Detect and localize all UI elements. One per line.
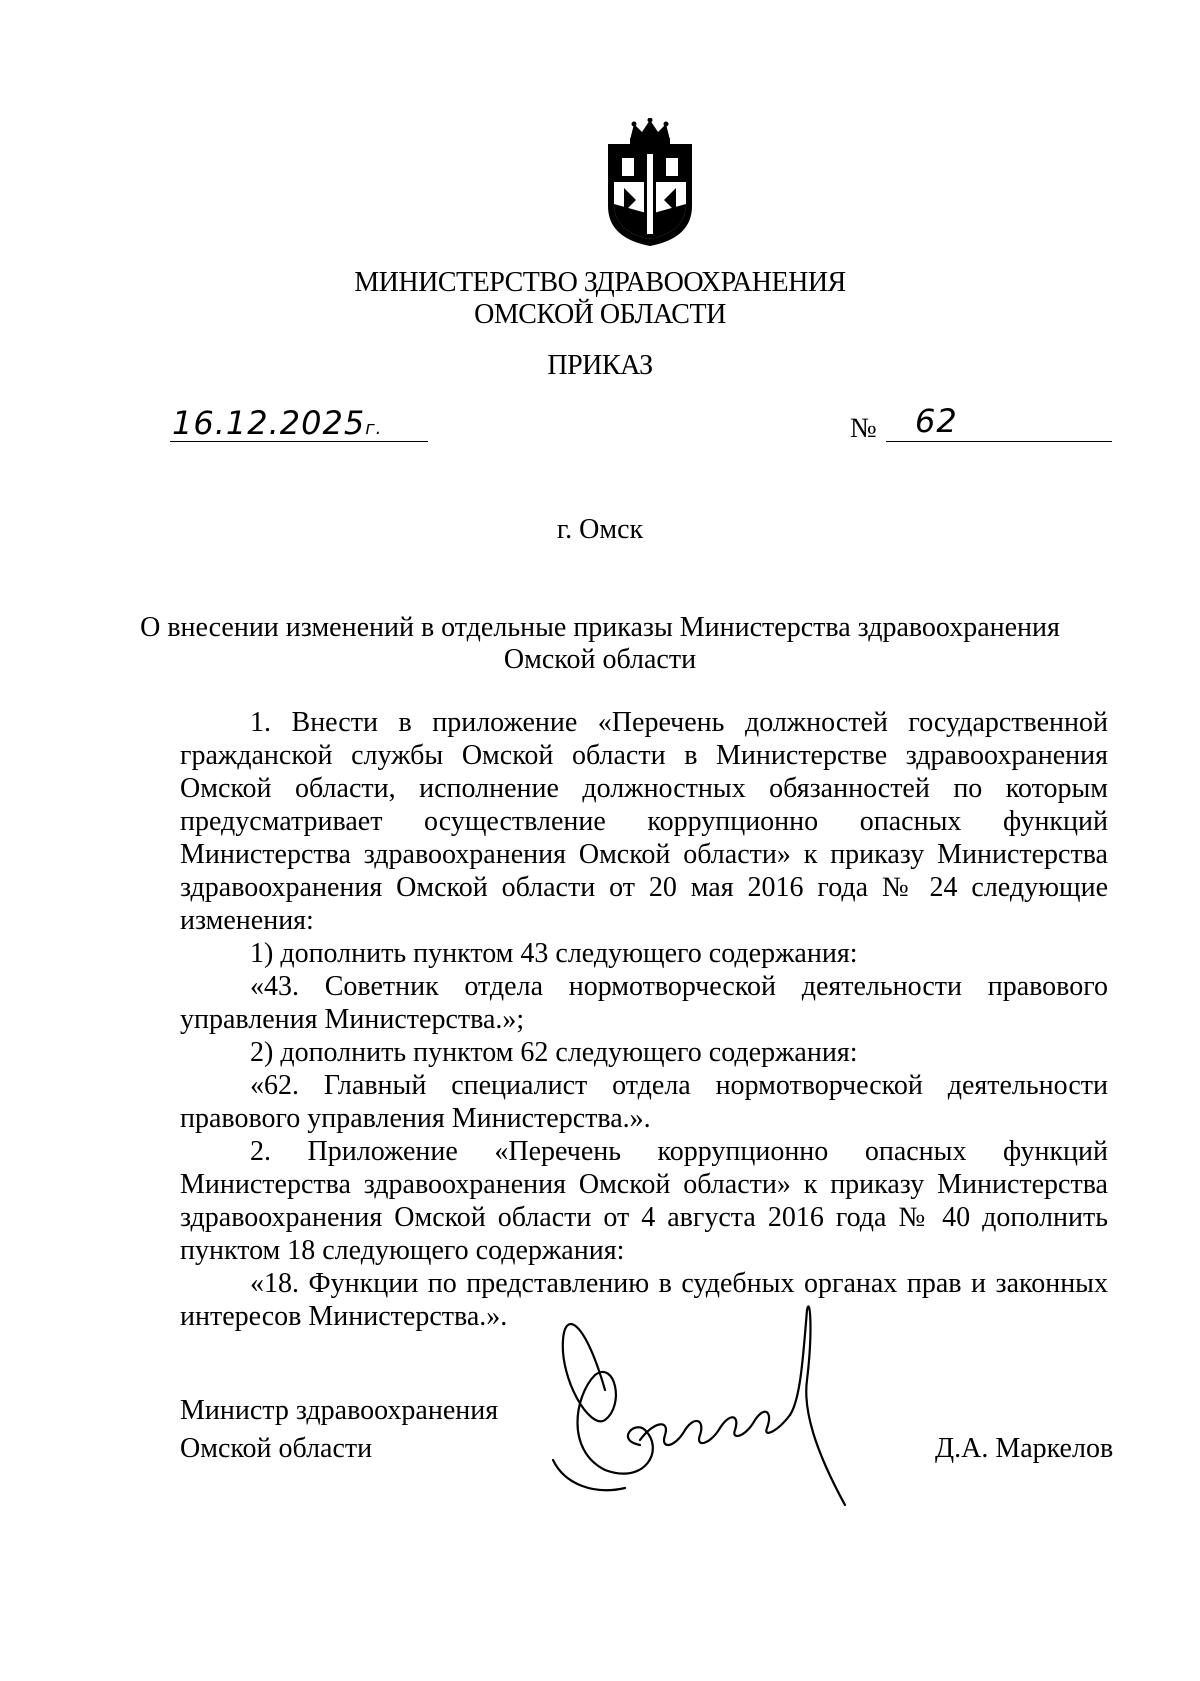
paragraph-1-sub-1: 1) дополнить пунктом 43 следующего содержания: [250, 938, 858, 969]
date-suffix: г. [365, 418, 383, 439]
order-number: 62 [915, 402, 958, 440]
doc-type-title: ПРИКАЗ [547, 350, 653, 381]
coat-of-arms-icon [600, 118, 700, 248]
signatory-position-line1: Министр здравоохранения [180, 1395, 499, 1426]
org-name-line1: МИНИСТЕРСТВО ЗДРАВООХРАНЕНИЯ [354, 267, 846, 298]
paragraph-2: 2. Приложение «Перечень коррупционно опасных функций Министерства здравоохранения Омской области» к приказу Министерства здравоохранения Омской области от 4 августа 2016 года № 40 дополнить пунктом 18 следующего содержания: [180, 1136, 1108, 1266]
paragraph-1-sub-2: 2) дополнить пунктом 62 следующего содержания: [250, 1037, 858, 1068]
date-underline [170, 441, 428, 442]
signatory-position [180, 1392, 498, 1468]
org-name-line2: ОМСКОЙ ОБЛАСТИ [474, 299, 726, 330]
paragraph-1-item-43: «43. Советник отдела нормотворческой деятельности правового управления Министерства.»; [180, 971, 1108, 1035]
order-title-line1: О внесении изменений в отдельные приказы Министерства здравоохранения [140, 612, 1060, 643]
paragraph-1: 1. Внести в приложение «Перечень должностей государственной гражданской службы Омской области в Министерстве здравоохранения Омской области, исполнение должностных обязанностей по которым предусматривает осуществление коррупционно опасных функций Министерства здравоохранения Омской области» к приказу Министерства здравоохранения Омской области от 20 мая 2016 года № 24 следующие изменения: [180, 707, 1108, 936]
signatory-position-line2: Омской области [180, 1433, 373, 1464]
paragraph-1-item-62: «62. Главный специалист отдела нормотворческой деятельности правового управления Министерства.». [180, 1070, 1108, 1134]
signatory-name: Д.А. Маркелов [935, 1433, 1114, 1464]
order-body [180, 706, 1108, 1333]
number-underline [886, 441, 1112, 442]
order-date: 16.12.2025г. [172, 404, 383, 442]
handwritten-signature-icon [545, 1300, 885, 1510]
order-title-line2: Омской области [503, 644, 697, 675]
paragraph-2-item-18: «18. Функции по представлению в судебных органах прав и законных интересов Министерства.». [180, 1268, 1108, 1332]
number-label: № [850, 413, 877, 444]
city: г. Омск [556, 514, 644, 545]
